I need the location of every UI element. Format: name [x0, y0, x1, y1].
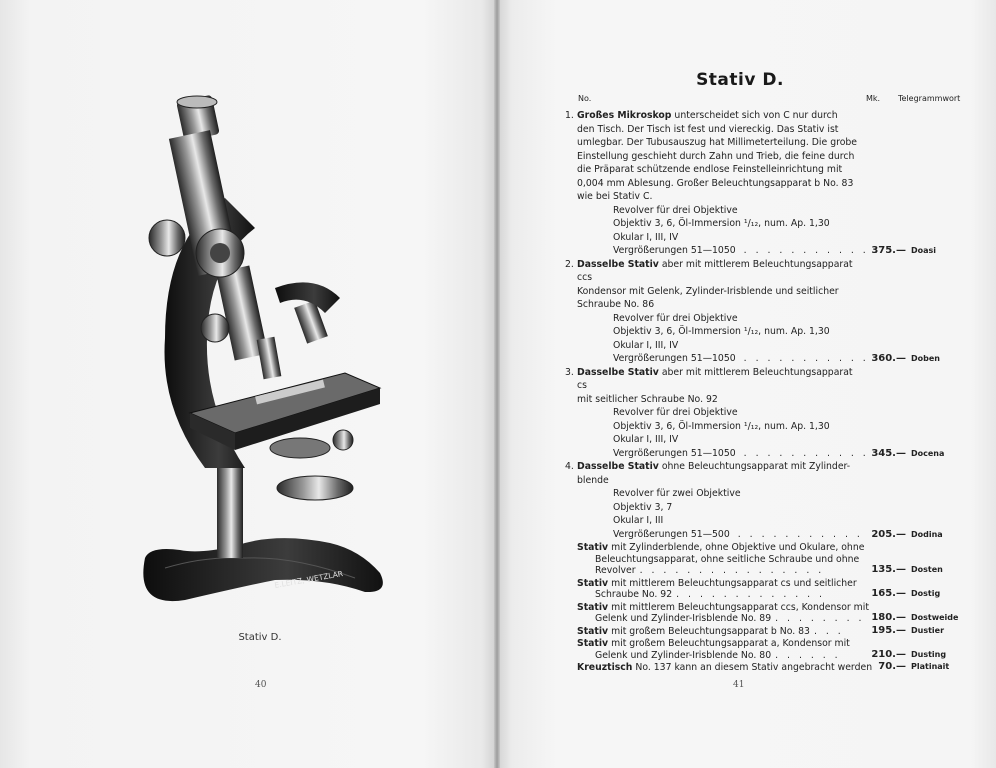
- entry-detail: Okular I, III, IV: [613, 434, 679, 445]
- microscope-illustration: [125, 88, 395, 618]
- entry-line: [565, 109, 861, 123]
- leader-dots: . . . . . . . . . . . . . . . .: [639, 565, 825, 576]
- extra-text: [577, 626, 879, 638]
- entry-detail: Objektiv 3, 6, Öl-Immersion ¹/₁₂, num. Ap. 1,30: [613, 218, 830, 229]
- entry-line: [565, 366, 861, 393]
- entry-magnification: [577, 244, 963, 258]
- extra-entry: [577, 602, 963, 625]
- entry-magnification: [577, 447, 963, 461]
- extra-lead: Stativ: [577, 601, 609, 613]
- extra-desc: mit mittlerem Beleuchtungsapparat cs und seitlicher Schraube No. 92: [595, 577, 857, 600]
- extra-entry: [577, 638, 963, 661]
- leader-dots: . . . . . . . . . . . .: [743, 245, 881, 256]
- entry-text: aber mit mittlerem Beleuchtungsapparat ccs: [577, 258, 853, 283]
- magnification-text: Vergrößerungen 51—500: [613, 528, 730, 540]
- price-entry: [565, 258, 963, 366]
- entry-line: [565, 460, 861, 474]
- entry-lead: Dasselbe Stativ: [577, 461, 659, 472]
- entry-magnification: [577, 352, 963, 366]
- extra-desc: mit mittlerem Beleuchtungsapparat ccs, Kondensor mit Gelenk und Zylinder-Irisblende No. 89: [595, 601, 869, 624]
- magnification-text: Vergrößerungen 51—1050: [613, 447, 736, 459]
- extra-lead: Stativ: [577, 638, 609, 649]
- entry-line: Einstellung geschieht durch Zahn und Trieb, die feine durch: [577, 150, 855, 162]
- entry-line: Schraube No. 86: [577, 299, 655, 310]
- entry-detail: Objektiv 3, 6, Öl-Immersion ¹/₁₂, num. Ap. 1,30: [613, 326, 830, 337]
- telegram-word: Dostweide: [911, 613, 959, 622]
- price: 360.—: [871, 353, 906, 364]
- price: 180.—: [871, 612, 906, 623]
- microscope-foot: [143, 538, 383, 601]
- price: 165.—: [871, 588, 906, 599]
- extra-text: [577, 662, 879, 674]
- extra-entry: [577, 542, 963, 577]
- price: 345.—: [871, 447, 906, 459]
- leader-dots: . . . . . . . . . . .: [743, 447, 869, 459]
- entry-lead: Dasselbe Stativ: [577, 258, 659, 270]
- entry-line: 0,004 mm Ablesung. Großer Beleuchtungsapparat b No. 83: [577, 177, 854, 189]
- entry-line: die Präparat schützende endlose Feinstelleinrichtung mit: [577, 164, 843, 175]
- entry-lead: Großes Mikroskop: [577, 110, 672, 121]
- entry-detail: Okular I, III, IV: [613, 339, 679, 351]
- telegram-word: Doasi: [911, 246, 937, 255]
- price-entry: [565, 109, 963, 258]
- price-list: [565, 109, 963, 674]
- price-entry: [565, 366, 963, 461]
- page-title: Stativ D.: [696, 70, 784, 90]
- extra-entry: [577, 626, 963, 638]
- entry-number: 4.: [565, 461, 574, 472]
- entry-line: mit seitlicher Schraube No. 92: [577, 393, 718, 405]
- extra-lead: Stativ: [577, 542, 609, 553]
- maker-engraving: E.LEITZ, WETZLAR: [273, 569, 344, 590]
- leader-dots: . . . . . .: [775, 649, 841, 661]
- page-number-left: 40: [255, 680, 267, 690]
- column-header-no: No.: [578, 94, 592, 103]
- column-header-mk: Mk.: [866, 94, 881, 103]
- extra-entry: [577, 662, 963, 674]
- leader-dots: . . . . . . . .: [775, 613, 865, 624]
- telegram-word: Doben: [911, 354, 940, 363]
- entry-detail: Revolver für drei Objektive: [613, 204, 738, 216]
- extra-text: [577, 602, 879, 625]
- entry-detail: Revolver für drei Objektive: [613, 312, 738, 324]
- entry-detail: Objektiv 3, 7: [613, 501, 673, 513]
- magnification-text: Vergrößerungen 51—1050: [613, 353, 736, 364]
- telegram-word: Docena: [911, 448, 945, 458]
- entry-line: Kondensor mit Gelenk, Zylinder-Irisblende und seitlicher: [577, 285, 839, 297]
- entry-detail: Okular I, III, IV: [613, 231, 679, 243]
- extra-desc: mit Zylinderblende, ohne Objektive und Okulare, ohne Beleuchtungsapparat, ohne seitliche Schraube und ohne Revolver: [595, 542, 865, 576]
- extra-desc: mit großem Beleuchtungsapparat a, Kondensor mit Gelenk und Zylinder-Irisblende No. 80: [595, 638, 850, 661]
- entry-detail: Revolver für zwei Objektive: [613, 488, 741, 499]
- telegram-word: Platinait: [911, 662, 950, 671]
- figure-caption: Stativ D.: [238, 632, 282, 643]
- leader-dots: . . . . . . . . . . . . .: [676, 589, 826, 600]
- entry-number: 1.: [565, 110, 574, 121]
- telegram-word: Dusting: [911, 649, 947, 659]
- entry-detail: Revolver für drei Objektive: [613, 407, 738, 418]
- entry-line: [565, 258, 861, 285]
- column-header-telegram: Telegrammwort: [898, 94, 961, 103]
- price: 135.—: [871, 564, 906, 575]
- price: 210.—: [871, 648, 906, 660]
- extra-desc: mit großem Beleuchtungsapparat b No. 83: [608, 625, 810, 637]
- book-gutter: [494, 0, 500, 768]
- microscope-pillar: [217, 468, 243, 558]
- entry-detail: Okular I, III: [613, 515, 664, 526]
- entry-text: unterscheidet sich von C nur durch: [671, 110, 838, 121]
- telegram-word: Dostig: [911, 589, 941, 598]
- entry-lead: Dasselbe Stativ: [577, 366, 659, 378]
- entry-text: ohne Beleuchtungsapparat mit Zylinder-: [658, 461, 851, 472]
- entry-text: aber mit mittlerem Beleuchtungsapparat cs: [577, 366, 853, 391]
- entry-line: wie bei Stativ C.: [577, 191, 653, 202]
- price: 205.—: [871, 528, 906, 540]
- leader-dots: . . . . . . . . . . .: [743, 353, 869, 364]
- entry-detail: Objektiv 3, 6, Öl-Immersion ¹/₁₂, num. Ap. 1,30: [613, 420, 830, 432]
- extra-lead: Stativ: [577, 625, 609, 637]
- entry-line: umlegbar. Der Tubusauszug hat Millimeterteilung. Die grobe: [577, 137, 858, 148]
- extra-text: [577, 542, 879, 577]
- leader-dots: . . .: [813, 625, 844, 637]
- extra-desc: No. 137 kann an diesem Stativ angebracht werden: [632, 662, 873, 673]
- price: 375.—: [871, 245, 906, 256]
- entry-magnification: [577, 528, 963, 542]
- leader-dots: . . . . . . . . . . .: [737, 528, 863, 540]
- extra-text: [577, 638, 879, 661]
- extra-lead: Stativ: [577, 577, 609, 589]
- entry-number: 3.: [565, 366, 574, 378]
- price: 195.—: [871, 624, 906, 636]
- entry-line: den Tisch. Der Tisch ist fest und viereckig. Das Stativ ist: [577, 123, 839, 135]
- telegram-word: Dosten: [911, 565, 943, 574]
- price: 70.—: [878, 661, 906, 672]
- telegram-word: Dodina: [911, 529, 943, 539]
- extra-text: [577, 578, 879, 601]
- page-number-right: 41: [733, 680, 745, 690]
- extra-lead: Kreuztisch: [577, 662, 633, 673]
- extra-entry: [577, 578, 963, 601]
- price-entry: [565, 460, 963, 541]
- magnification-text: Vergrößerungen 51—1050: [613, 245, 736, 256]
- entry-line: blende: [577, 474, 609, 486]
- entry-number: 2.: [565, 258, 574, 270]
- telegram-word: Dustier: [911, 625, 945, 635]
